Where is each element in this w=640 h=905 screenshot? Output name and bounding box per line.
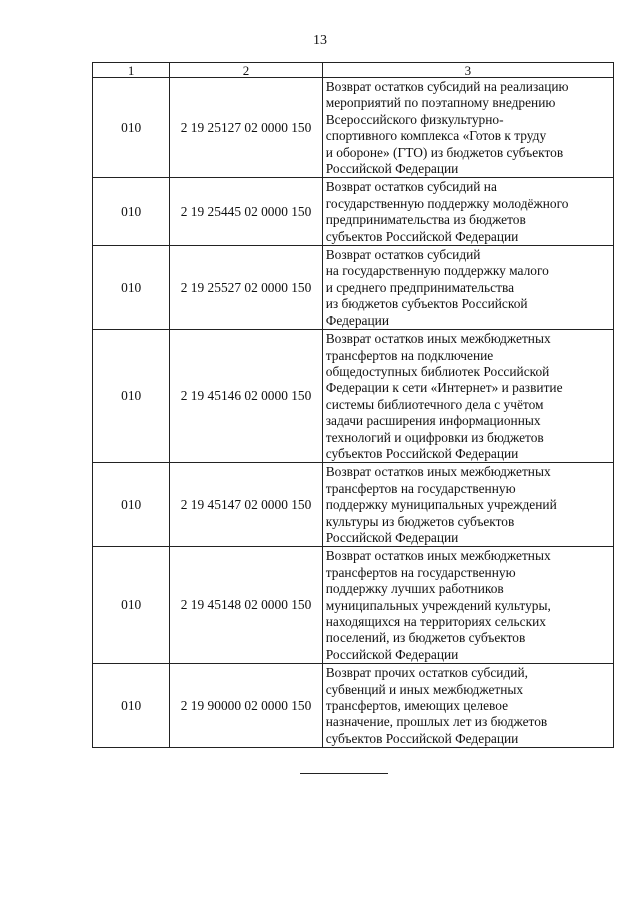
- description-cell: [322, 178, 613, 246]
- description-line: назначение, прошлых лет из бюджетов: [325, 714, 548, 730]
- table-row: [93, 330, 614, 463]
- table-row: [93, 664, 614, 748]
- admin-code-cell: 010: [93, 330, 170, 463]
- table-row: [93, 78, 614, 178]
- description-cell: [322, 246, 613, 330]
- description-cell: [322, 463, 613, 547]
- description-line: Возврат прочих остатков субсидий,: [325, 665, 528, 681]
- description-cell: [322, 547, 613, 664]
- column-header-1: 1: [93, 63, 170, 78]
- description-line: задачи расширения информационных: [325, 413, 541, 429]
- footer-rule: [300, 773, 388, 774]
- description-line: трансфертов на государственную: [325, 564, 516, 580]
- description-line: Возврат остатков иных межбюджетных: [325, 464, 551, 480]
- kbk-code-cell: 2 19 45148 02 0000 150: [170, 547, 322, 664]
- description-line: Возврат остатков субсидий на реализацию: [325, 79, 569, 94]
- description-line: Всероссийского физкультурно-: [325, 111, 504, 127]
- description-line: Российской Федерации: [325, 161, 459, 177]
- admin-code-cell: 010: [93, 178, 170, 246]
- description-line: из бюджетов субъектов Российской: [325, 296, 528, 312]
- description-line: общедоступных библиотек Российской: [325, 363, 550, 379]
- description-line: культуры из бюджетов субъектов: [325, 513, 515, 529]
- description-line: поддержку лучших работников: [325, 581, 504, 597]
- description-line: технологий и оцифровки из бюджетов: [325, 429, 544, 445]
- description-line: поддержку муниципальных учреждений: [325, 497, 557, 513]
- description-line: Возврат остатков иных межбюджетных: [325, 548, 551, 564]
- description-line: субъектов Российской Федерации: [325, 730, 519, 746]
- description-line: и обороне» (ГТО) из бюджетов субъектов: [325, 144, 564, 160]
- kbk-code-cell: 2 19 45146 02 0000 150: [170, 330, 322, 463]
- table-header-row: [93, 63, 614, 78]
- kbk-code-cell: 2 19 45147 02 0000 150: [170, 463, 322, 547]
- description-line: на государственную поддержку малого: [325, 263, 549, 279]
- description-line: Федерации: [325, 312, 389, 328]
- description-line: трансфертов на подключение: [325, 347, 494, 363]
- description-line: предпринимательства из бюджетов: [325, 212, 526, 228]
- table-row: [93, 547, 614, 664]
- kbk-code-cell: 2 19 25127 02 0000 150: [170, 78, 322, 178]
- table-body: [93, 78, 614, 748]
- description-line: Возврат остатков субсидий: [325, 247, 481, 263]
- kbk-code-cell: 2 19 90000 02 0000 150: [170, 664, 322, 748]
- description-line: Российской Федерации: [325, 529, 459, 545]
- kbk-code-cell: 2 19 25527 02 0000 150: [170, 246, 322, 330]
- admin-code-cell: 010: [93, 246, 170, 330]
- description-line: мероприятий по поэтапному внедрению: [325, 95, 556, 111]
- column-header-3: 3: [322, 63, 613, 78]
- description-line: муниципальных учреждений культуры,: [325, 597, 551, 613]
- description-line: субъектов Российской Федерации: [325, 445, 519, 461]
- table-row: [93, 463, 614, 547]
- description-cell: [322, 78, 613, 178]
- description-cell: [322, 664, 613, 748]
- description-line: Российской Федерации: [325, 646, 459, 662]
- budget-codes-table: [92, 62, 614, 748]
- description-line: и среднего предпринимательства: [325, 279, 515, 295]
- description-line: Федерации к сети «Интернет» и развитие: [325, 380, 563, 396]
- table-row: [93, 178, 614, 246]
- description-line: находящихся на территориях сельских: [325, 614, 546, 629]
- admin-code-cell: 010: [93, 78, 170, 178]
- description-line: государственную поддержку молодёжного: [325, 195, 569, 211]
- table-row: [93, 246, 614, 330]
- description-line: спортивного комплекса «Готов к труду: [325, 128, 547, 144]
- admin-code-cell: 010: [93, 664, 170, 748]
- admin-code-cell: 010: [93, 463, 170, 547]
- column-header-2: 2: [170, 63, 322, 78]
- kbk-code-cell: 2 19 25445 02 0000 150: [170, 178, 322, 246]
- description-line: трансфертов на государственную: [325, 480, 516, 496]
- page-number: 13: [313, 33, 327, 48]
- description-line: Возврат остатков субсидий на: [325, 179, 497, 195]
- description-line: субвенций и иных межбюджетных: [325, 681, 524, 697]
- admin-code-cell: 010: [93, 547, 170, 664]
- description-line: поселений, из бюджетов субъектов: [325, 630, 526, 646]
- description-line: системы библиотечного дела с учётом: [325, 396, 544, 412]
- description-line: субъектов Российской Федерации: [325, 228, 519, 244]
- description-line: Возврат остатков иных межбюджетных: [325, 331, 551, 347]
- description-line: трансфертов, имеющих целевое: [325, 698, 509, 714]
- description-cell: [322, 330, 613, 463]
